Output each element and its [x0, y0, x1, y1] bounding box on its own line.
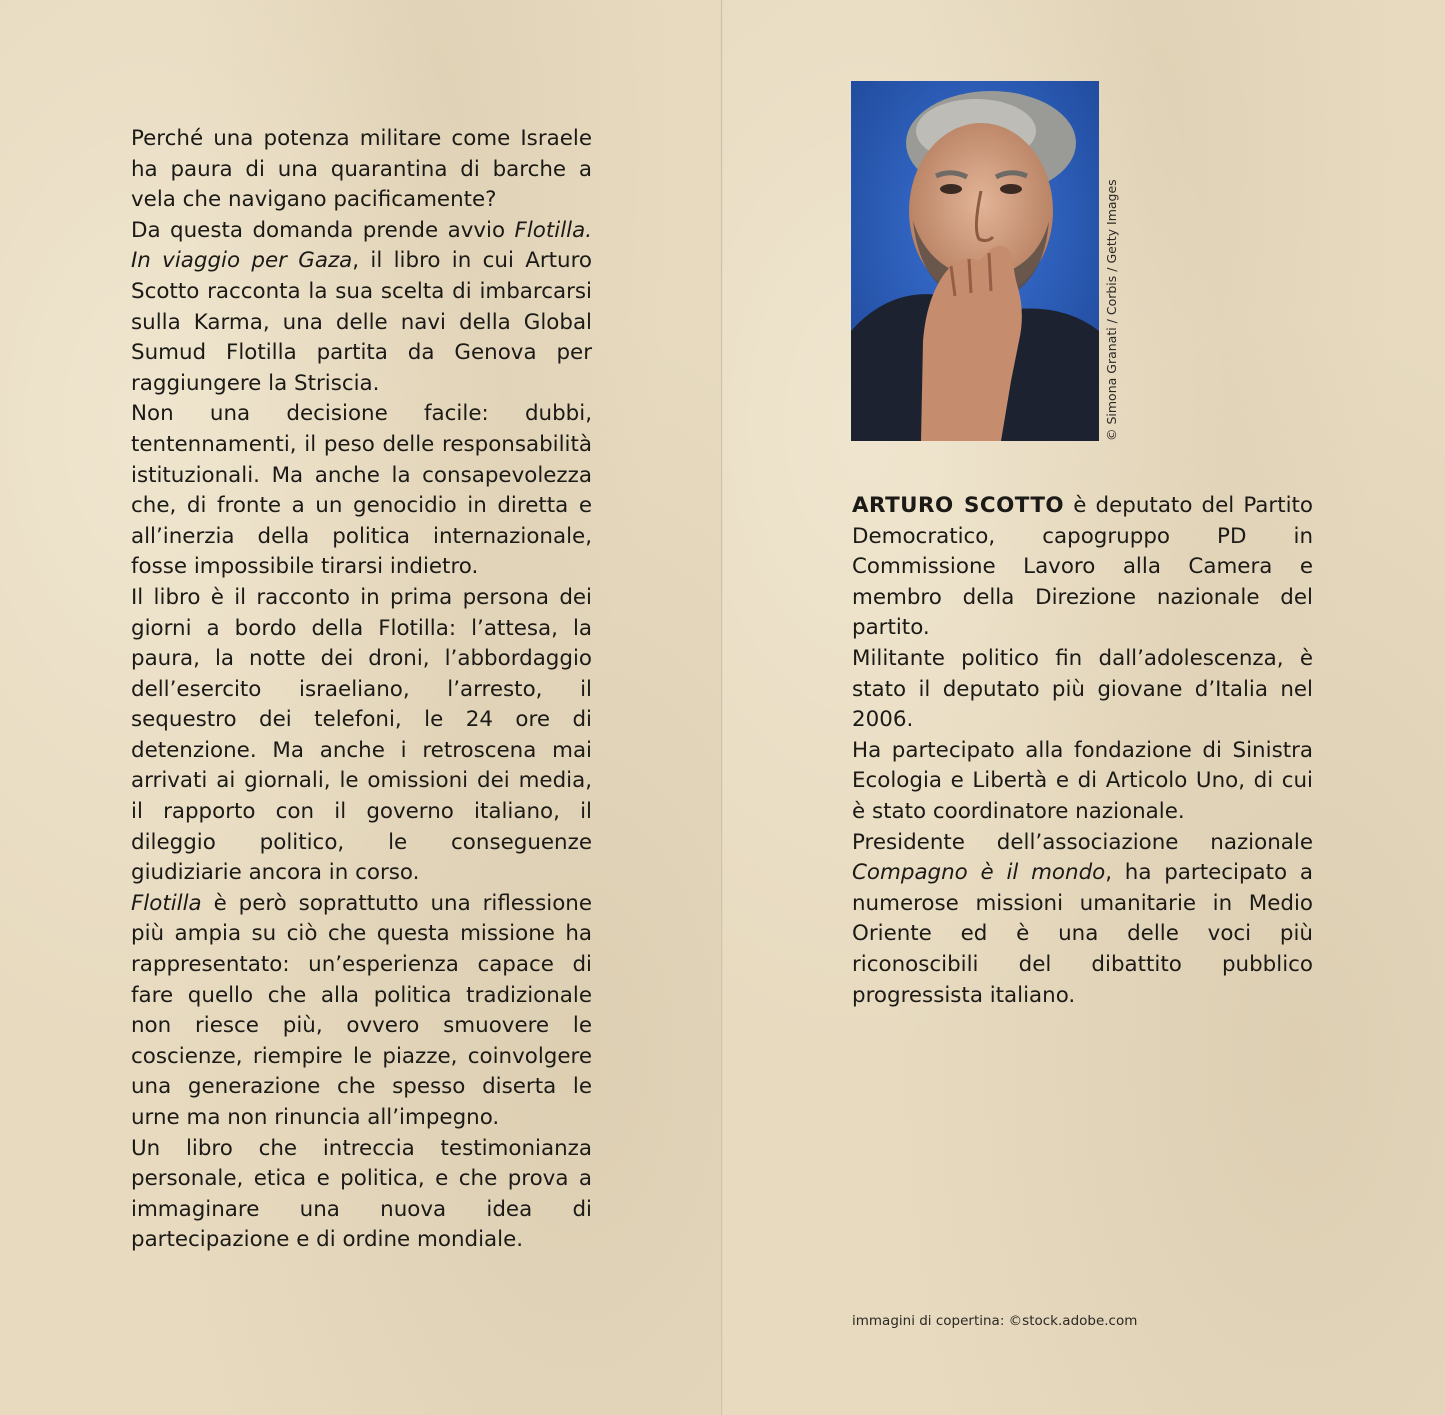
text-segment: Da questa domanda prende avvio [131, 217, 515, 243]
author-portrait-illustration [851, 81, 1099, 441]
text-segment: Non una decisione facile: dubbi, tentennamenti, il peso delle responsabilità istituzionali. Ma anche la consapevolezza che, di fronte a un genocidio in diretta e all’inerzia della politica internazionale, fosse impossibile tirarsi indietro. [131, 401, 592, 580]
bio-paragraph [852, 736, 1313, 828]
italic-title: Flotilla. In viaggio per Gaza [131, 217, 592, 274]
photo-credit: © Simona Granati / Corbis / Getty Images [1104, 179, 1119, 441]
blurb-paragraph [131, 216, 592, 400]
text-segment: , ha partecipato a numerose missioni umanitarie in Medio Oriente ed è una delle voci più riconoscibili del dibattito pubblico progressista italiano. [852, 860, 1313, 1008]
text-segment: , il libro in cui Arturo Scotto racconta la sua scelta di imbarcarsi sulla Karma, una delle navi della Global Sumud Flotilla partita da Genova per raggiungere la Striscia. [131, 248, 592, 396]
bio-paragraph [852, 644, 1313, 736]
text-segment: Ha partecipato alla fondazione di Sinistra Ecologia e Libertà e di Articolo Uno, di cui è stato coordinatore nazionale. [852, 737, 1313, 824]
bio-paragraph [852, 828, 1313, 1012]
author-name: ARTURO SCOTTO [852, 493, 1065, 518]
author-photo [851, 81, 1099, 441]
text-segment: Perché una potenza militare come Israele ha paura di una quarantina di barche a vela che navigano pacificamente? [131, 126, 592, 213]
italic-title: Compagno è il mondo [852, 860, 1106, 886]
bio-paragraph [852, 491, 1313, 644]
blurb-paragraph [131, 889, 592, 1134]
text-segment: Un libro che intreccia testimonianza personale, etica e politica, e che prova a immaginare una nuova idea di partecipazione e di ordine mondiale. [131, 1135, 592, 1253]
text-segment: è deputato del Partito Democratico, capogruppo PD in Commissione Lavoro alla Camera e membro della Direzione nazionale del partito. [852, 493, 1314, 641]
text-segment: Militante politico fin dall’adolescenza, è stato il deputato più giovane d’Italia nel 2006. [852, 645, 1313, 733]
blurb-paragraph [131, 399, 592, 583]
text-segment: Il libro è il racconto in prima persona dei giorni a bordo della Flotilla: l’attesa, la paura, la notte dei droni, l’abbordaggio dell’esercito israeliano, l’arresto, il sequestro dei telefoni, le 24 ore di detenzione. Ma anche i retroscena mai arrivati ai giornali, le omissioni dei media, il rapporto con il governo italiano, il dileggio politico, le conseguenze giudiziarie ancora in corso. [131, 584, 592, 886]
author-bio [852, 491, 1313, 1011]
blurb-paragraph [131, 1134, 592, 1256]
blurb-paragraph [131, 583, 592, 889]
page-fold [720, 0, 723, 1415]
text-segment: Presidente dell’associazione nazionale [852, 829, 1313, 855]
book-blurb [131, 124, 592, 1256]
cover-image-credit: immagini di copertina: ©stock.adobe.com [852, 1313, 1138, 1329]
blurb-paragraph [131, 124, 592, 216]
italic-title: Flotilla [131, 890, 202, 916]
text-segment: è però soprattutto una riflessione più ampia su ciò che questa missione ha rappresentato: un’esperienza capace di fare quello che alla politica tradizionale non riesce più, ovvero smuovere le coscienze, riempire le piazze, coinvolgere una generazione che spesso diserta le urne ma non rinuncia all’impegno. [131, 890, 592, 1130]
